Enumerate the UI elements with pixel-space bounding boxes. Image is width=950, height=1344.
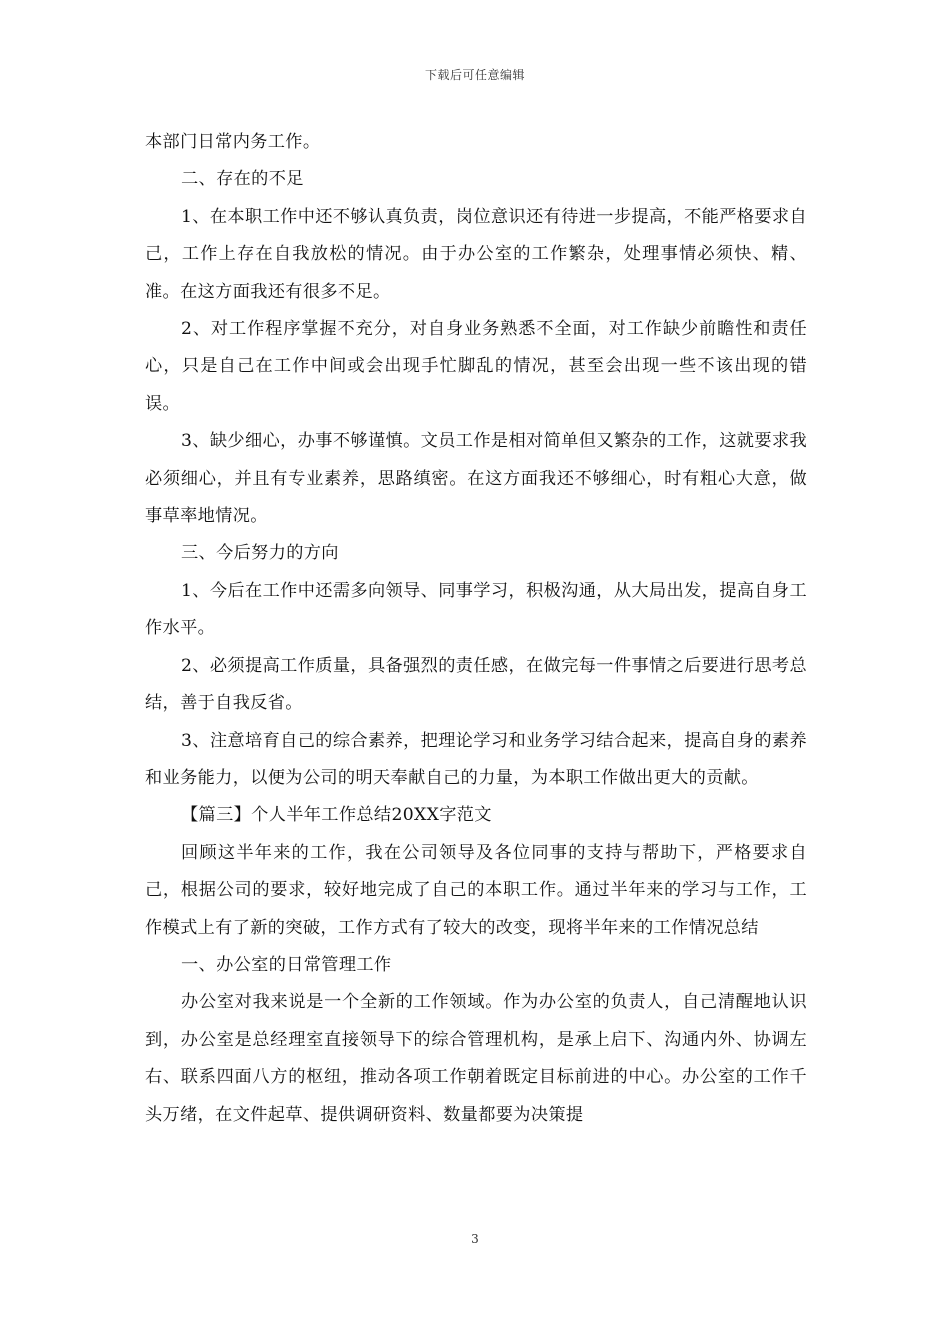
page-number: 3 bbox=[471, 1232, 479, 1246]
page-header: 下载后可任意编辑 bbox=[424, 68, 525, 82]
document-body bbox=[145, 124, 807, 1134]
paragraph-1: 本部门日常内务工作。 bbox=[145, 132, 321, 152]
paragraph-shortcoming-1: 1、在本职工作中还不够认真负责，岗位意识还有待进一步提高，不能严格要求自己，工作上存在自我放松的情况。由于办公室的工作繁杂，处理事情必须快、精、准。在这方面我还有很多不足。 bbox=[145, 206, 807, 302]
paragraph-direction-1: 1、今后在工作中还需多向领导、同事学习，积极沟通，从大局出发，提高自身工作水平。 bbox=[145, 580, 807, 639]
section-heading-direction: 三、今后努力的方向 bbox=[181, 543, 339, 564]
section-heading-shortcomings: 二、存在的不足 bbox=[181, 169, 304, 190]
paragraph-shortcoming-3: 3、缺少细心，办事不够谨慎。文员工作是相对简单但又繁杂的工作，这就要求我必须细心，并且有专业素养，思路缜密。在这方面我还不够细心，时有粗心大意，做事草率地情况。 bbox=[145, 431, 807, 527]
paragraph-direction-2: 2、必须提高工作质量，具备强烈的责任感，在做完每一件事情之后要进行思考总结，善于自我反省。 bbox=[145, 655, 807, 714]
article-title-part-three: 【篇三】个人半年工作总结20XX字范文 bbox=[181, 805, 492, 826]
paragraph-office: 办公室对我来说是一个全新的工作领域。作为办公室的负责人，自己清醒地认识到，办公室是总经理室直接领导下的综合管理机构，是承上启下、沟通内外、协调左右、联系四面八方的枢纽，推动各项工作朝着既定目标前进的中心。办公室的工作千头万绪，在文件起草、提供调研资料、数量都要为决策提 bbox=[145, 992, 807, 1125]
paragraph-review: 回顾这半年来的工作，我在公司领导及各位同事的支持与帮助下，严格要求自己，根据公司的要求，较好地完成了自己的本职工作。通过半年来的学习与工作，工作模式上有了新的突破，工作方式有了较大的改变，现将半年来的工作情况总结 bbox=[145, 842, 807, 938]
paragraph-direction-3: 3、注意培育自己的综合素养，把理论学习和业务学习结合起来，提高自身的素养和业务能力，以便为公司的明天奉献自己的力量，为本职工作做出更大的贡献。 bbox=[145, 730, 807, 788]
paragraph-shortcoming-2: 2、对工作程序掌握不充分，对自身业务熟悉不全面，对工作缺少前瞻性和责任心，只是自己在工作中间或会出现手忙脚乱的情况，甚至会出现一些不该出现的错误。 bbox=[145, 319, 807, 414]
section-heading-office-management: 一、办公室的日常管理工作 bbox=[181, 954, 392, 975]
